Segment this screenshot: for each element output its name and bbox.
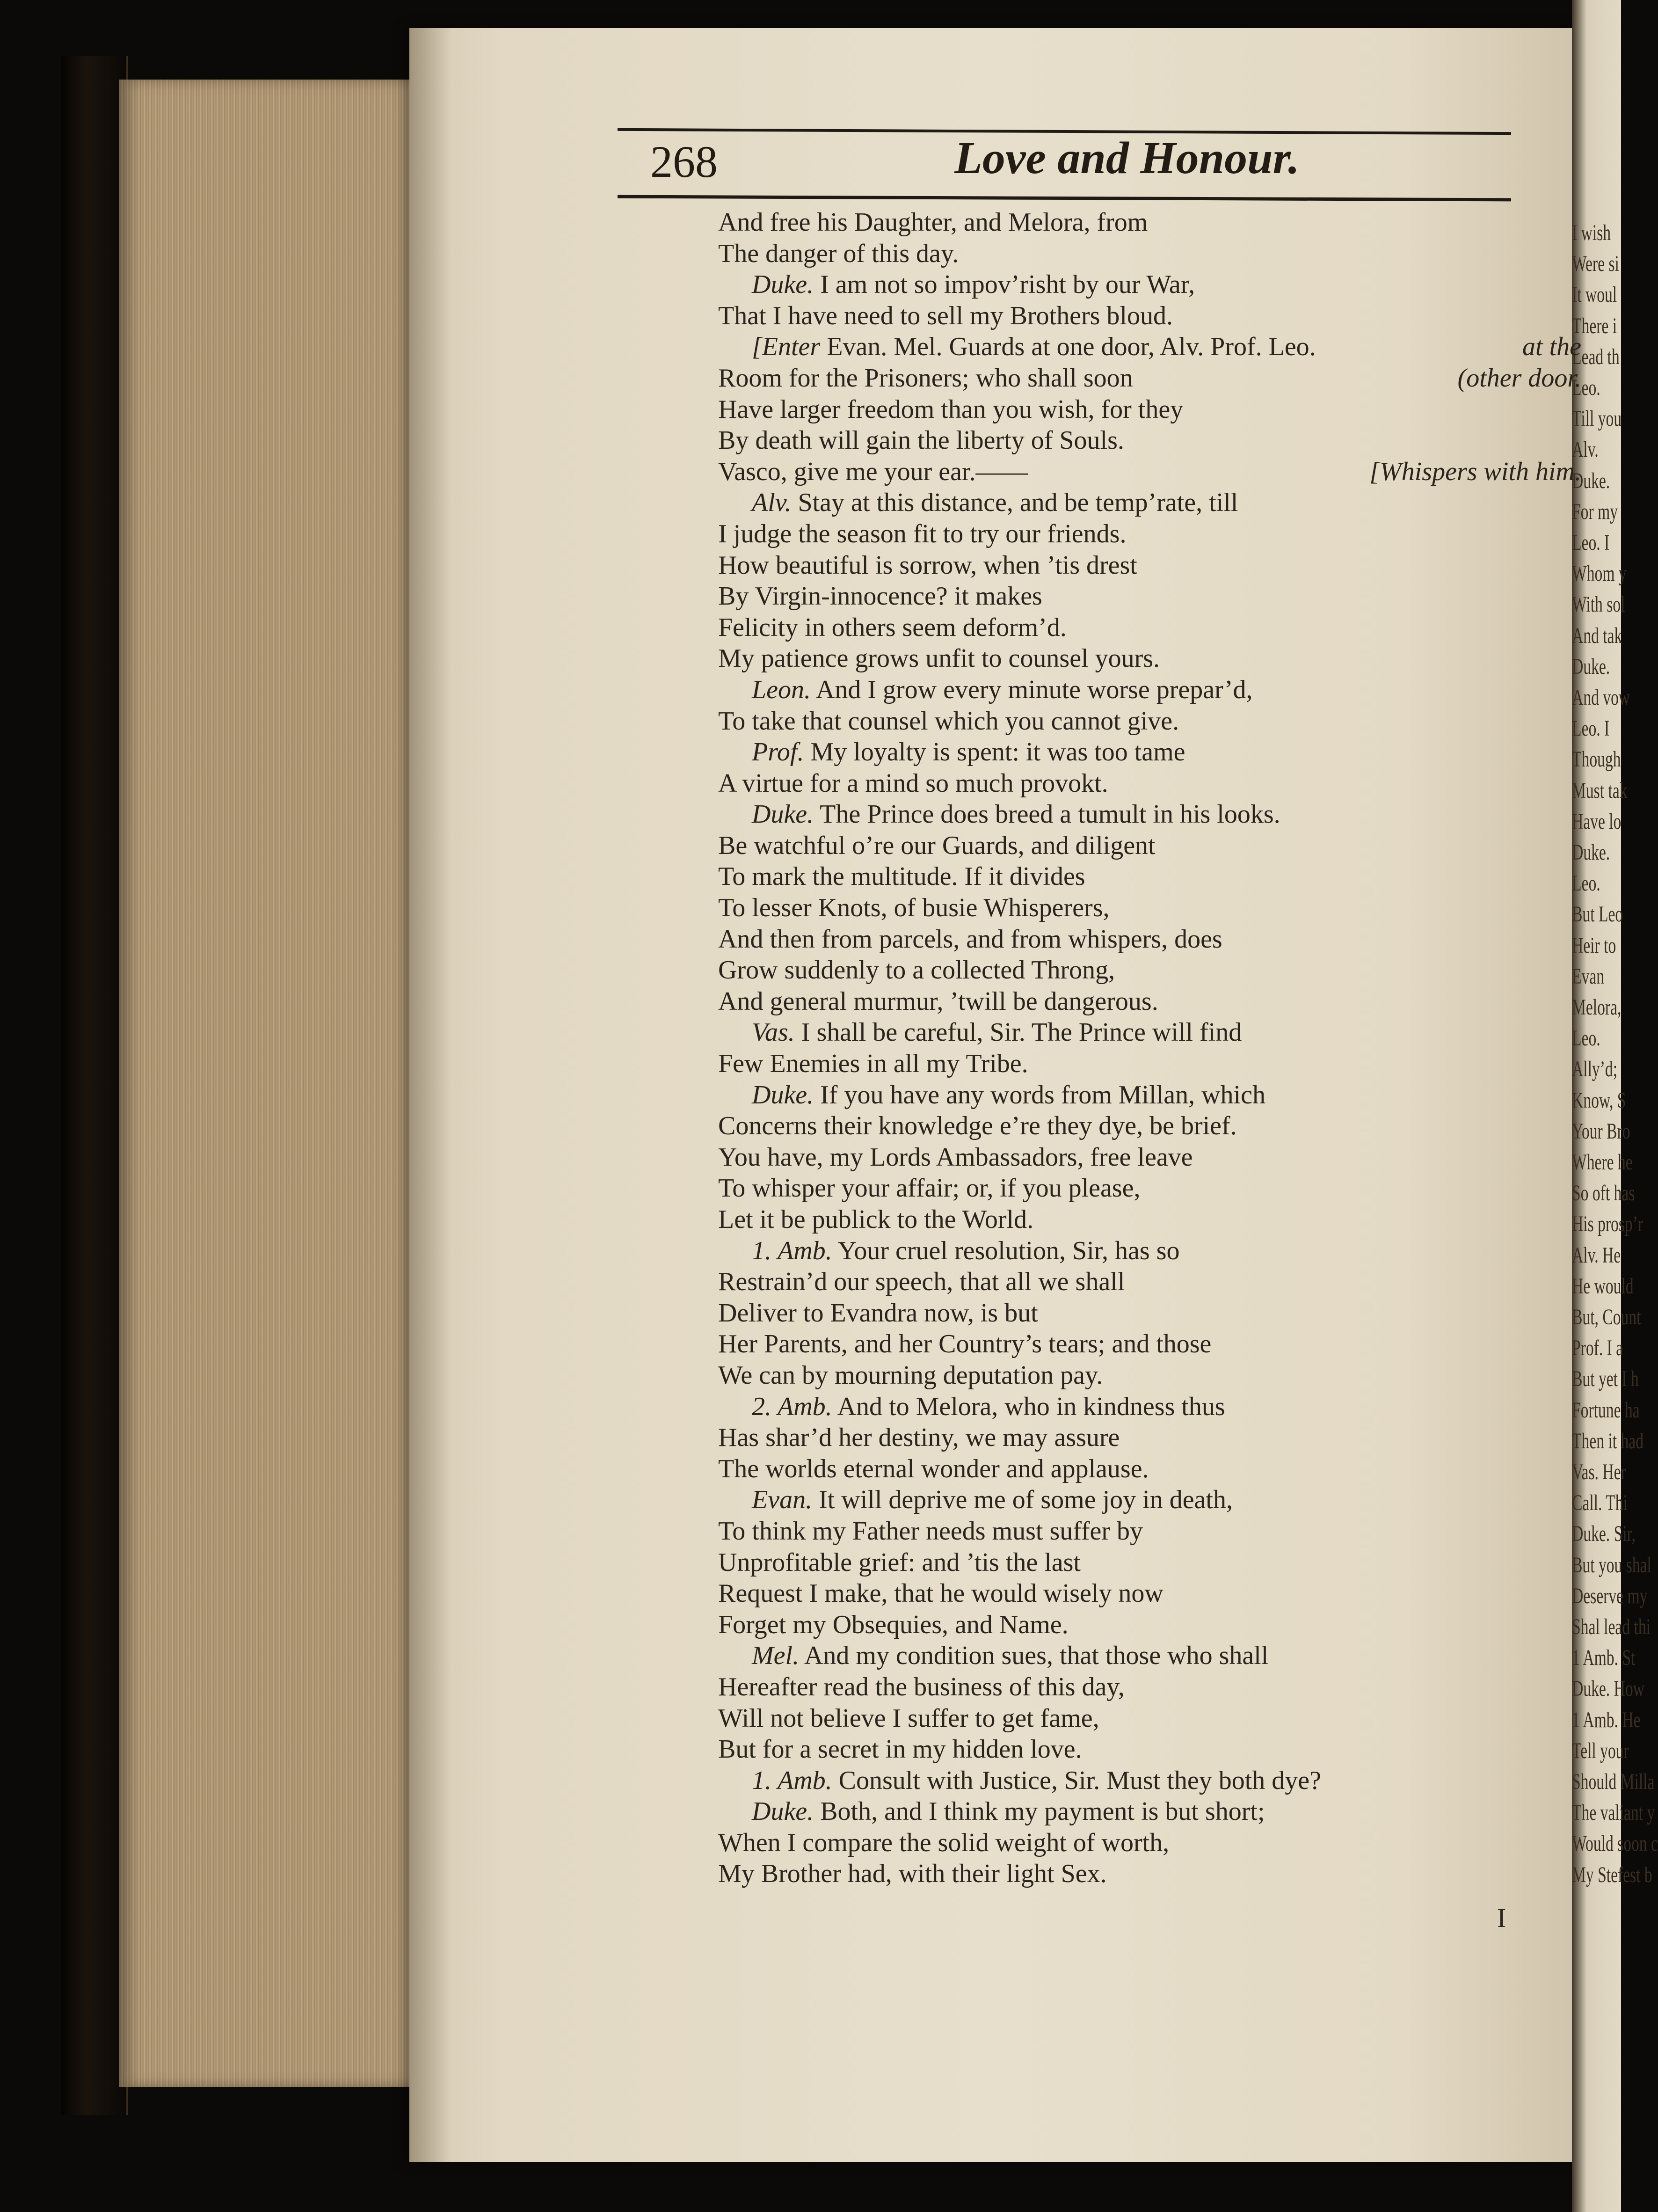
facing-page-line: But Leo: [1572, 902, 1623, 927]
facing-page-line: Duke.: [1572, 654, 1610, 679]
text-line: [718, 1204, 1560, 1235]
line-text: Forget my Obsequies, and Name.: [718, 1610, 1069, 1639]
facing-page-line: With sol: [1572, 592, 1625, 617]
facing-page-line: It woul: [1572, 282, 1617, 307]
line-text: Few Enemies in all my Tribe.: [718, 1049, 1028, 1079]
play-text: [718, 207, 1581, 1890]
line-text: We can by mourning deputation pay.: [718, 1360, 1103, 1390]
facing-page-line: Duke. How: [1572, 1676, 1644, 1701]
stage-direction-fragment: (other door.: [1457, 363, 1581, 393]
facing-page-line: Leo.: [1572, 871, 1600, 896]
text-line: [718, 1734, 1560, 1765]
running-title: Love and Honour.: [954, 133, 1300, 183]
facing-page-line: His prosp’r: [1572, 1212, 1643, 1237]
facing-page-line: So oft has: [1572, 1181, 1635, 1206]
line-text: It will deprive me of some joy in death,: [819, 1485, 1233, 1515]
text-line: [718, 1391, 1560, 1423]
line-text: Let it be publick to the World.: [718, 1205, 1034, 1234]
facing-page-line: Alv.: [1572, 437, 1599, 462]
text-line: [718, 1858, 1560, 1890]
text-line: [718, 955, 1560, 986]
line-text: Be watchful o’re our Guards, and diligent: [718, 831, 1156, 860]
line-text: Your cruel resolution, Sir, has so: [837, 1236, 1180, 1265]
speaker-label: Mel.: [752, 1641, 800, 1671]
facing-page-line: Leo. I: [1572, 716, 1610, 741]
facing-page-line: Prof. I a: [1572, 1336, 1623, 1361]
facing-page-line: Were si: [1572, 251, 1619, 277]
line-text: My loyalty is spent: it was too tame: [810, 737, 1185, 767]
text-line: [718, 1173, 1560, 1204]
line-text: Both, and I think my payment is but short;: [820, 1797, 1265, 1826]
facing-page-line: But yet I h: [1572, 1366, 1639, 1392]
line-text: Restrain’d our speech, that all we shall: [718, 1267, 1125, 1297]
line-text: Felicity in others seem deform’d.: [718, 613, 1067, 642]
text-line: [718, 1609, 1560, 1641]
text-line: [718, 1017, 1560, 1048]
facing-page-line: Ally’d;: [1572, 1057, 1618, 1082]
text-line: [718, 706, 1560, 737]
line-text: The worlds eternal wonder and applause.: [718, 1454, 1149, 1483]
facing-page-line: My Stefest b: [1572, 1862, 1652, 1887]
line-text: A virtue for a mind so much provokt.: [718, 768, 1108, 798]
text-line: [718, 1672, 1560, 1703]
speaker-label: 2. Amb.: [752, 1392, 832, 1421]
line-text: And I grow every minute worse prepar’d,: [815, 675, 1253, 704]
facing-page-line: Have lo: [1572, 809, 1622, 834]
facing-page-line: Duke.: [1572, 840, 1610, 865]
speaker-label: Evan.: [752, 1485, 813, 1515]
line-text: When I compare the solid weight of worth,: [718, 1828, 1170, 1857]
text-line: [718, 1360, 1560, 1391]
line-text: Has shar’d her destiny, we may assure: [718, 1423, 1120, 1453]
text-line: [718, 1298, 1560, 1329]
text-line: [718, 1796, 1560, 1827]
line-text: And general murmur, ’twill be dangerous.: [718, 986, 1158, 1016]
text-line: [718, 238, 1560, 270]
speaker-label: Alv.: [752, 488, 792, 518]
line-text: Deliver to Evandra now, is but: [718, 1298, 1038, 1328]
text-line: [718, 1547, 1560, 1578]
line-text: And free his Daughter, and Melora, from: [718, 208, 1148, 237]
line-text: To lesser Knots, of busie Whisperers,: [718, 893, 1110, 923]
line-text: To whisper your affair; or, if you please,: [718, 1174, 1141, 1203]
facing-page-line: Your Bro: [1572, 1118, 1630, 1144]
text-line: [718, 1516, 1560, 1547]
text-line: [718, 768, 1560, 799]
text-line: [718, 986, 1560, 1017]
text-line: [718, 394, 1560, 425]
line-text: Unprofitable grief: and ’tis the last: [718, 1548, 1081, 1577]
text-line: [718, 1827, 1560, 1859]
line-text: Will not believe I suffer to get fame,: [718, 1703, 1099, 1733]
speaker-label: 1. Amb.: [752, 1236, 832, 1265]
speaker-label: Duke.: [752, 270, 814, 299]
page-number: 268: [650, 137, 718, 187]
line-text: Room for the Prisoners; who shall soon: [718, 363, 1133, 393]
facing-page-line: He would: [1572, 1273, 1634, 1299]
catchword: I: [1497, 1903, 1506, 1933]
line-text: I judge the season fit to try our friends.: [718, 519, 1127, 548]
facing-page-line: Heir to: [1572, 933, 1616, 958]
line-text: And to Melora, who in kindness thus: [837, 1392, 1225, 1421]
facing-page-line: But you shal: [1572, 1552, 1651, 1577]
speaker-label: [Enter: [752, 332, 821, 362]
line-text: How beautiful is sorrow, when ’tis drest: [718, 550, 1137, 580]
facing-page-line: Vas. Her: [1572, 1460, 1626, 1484]
text-line: [718, 1110, 1560, 1142]
line-text: I am not so impov’risht by our War,: [820, 270, 1195, 299]
facing-page-line: Shal lead thi: [1572, 1614, 1651, 1639]
line-text: My Brother had, with their light Sex.: [718, 1859, 1107, 1889]
facing-page-line: Duke. Sir,: [1572, 1521, 1636, 1547]
line-text: I shall be careful, Sir. The Prince will find: [801, 1018, 1242, 1047]
line-text: Request I make, that he would wisely now: [718, 1579, 1164, 1608]
facing-page-line: Leo.: [1572, 375, 1600, 400]
text-line: [718, 1235, 1560, 1267]
text-line: [718, 674, 1560, 706]
facing-page-line: Must tak: [1572, 778, 1628, 803]
stage-direction-fragment: [Whispers with him.: [1369, 457, 1581, 486]
text-line: [718, 487, 1560, 518]
speaker-label: Prof.: [752, 737, 804, 767]
text-line: [718, 924, 1560, 955]
line-text: Stay at this distance, and be temp’rate, till: [798, 488, 1238, 518]
page-block-edges: [119, 80, 409, 2087]
line-text: Vasco, give me your ear.——: [718, 457, 1028, 486]
text-line: [718, 892, 1560, 924]
facing-page-line: Should Milla: [1572, 1769, 1655, 1794]
text-line: [718, 643, 1560, 674]
facing-page-line: Lead th: [1572, 344, 1620, 369]
text-line: [718, 331, 1581, 363]
text-line: [718, 425, 1560, 456]
facing-page-line: Melora,: [1572, 995, 1622, 1020]
facing-page-line: Know, S: [1572, 1088, 1626, 1113]
speaker-label: 1. Amb.: [752, 1766, 832, 1795]
text-line: [718, 1484, 1560, 1516]
text-line: [718, 1640, 1560, 1672]
text-line: [718, 1453, 1560, 1485]
text-line: [718, 861, 1560, 892]
facing-page-line: The valiant y: [1572, 1800, 1655, 1825]
line-text: But for a secret in my hidden love.: [718, 1735, 1082, 1764]
text-line: [718, 1266, 1560, 1298]
facing-page-line: Evan: [1572, 964, 1605, 989]
speaker-label: Duke.: [752, 800, 814, 829]
text-line: [718, 1703, 1560, 1734]
facing-page-line: And vow: [1572, 685, 1630, 710]
facing-page-line: Duke.: [1572, 468, 1610, 493]
line-text: Hereafter read the business of this day,: [718, 1672, 1125, 1701]
line-text: You have, my Lords Ambassadors, free leave: [718, 1142, 1193, 1172]
facing-page-line: And tak: [1572, 623, 1622, 648]
line-text: By death will gain the liberty of Souls.: [718, 426, 1124, 455]
facing-page-line: 1 Amb. St: [1572, 1645, 1636, 1671]
facing-page-line: Call. Thi: [1572, 1490, 1628, 1516]
facing-page-line: Fortune ha: [1572, 1397, 1640, 1423]
text-line: [718, 799, 1560, 830]
text-line: [718, 1048, 1560, 1080]
facing-page-line: Would soon c: [1572, 1831, 1658, 1856]
line-text: Evan. Mel. Guards at one door, Alv. Prof. Leo.: [827, 332, 1316, 362]
line-text: By Virgin-innocence? it makes: [718, 582, 1042, 611]
text-line: [718, 550, 1560, 581]
stage-direction-fragment: at the: [1522, 332, 1581, 362]
text-line: [718, 1422, 1560, 1453]
text-line: [718, 363, 1581, 394]
text-line: [718, 300, 1560, 332]
facing-page-line: Leo.: [1572, 1026, 1600, 1051]
gutter-shadow: [409, 28, 451, 2162]
speaker-label: Duke.: [752, 1797, 814, 1826]
line-text: The Prince does breed a tumult in his looks.: [820, 800, 1280, 829]
text-line: [718, 737, 1560, 768]
line-text: And then from parcels, and from whispers, does: [718, 924, 1222, 954]
text-line: [718, 830, 1560, 861]
facing-page-line: Deserve my: [1572, 1583, 1648, 1608]
facing-page-line: Alv. He: [1572, 1242, 1621, 1268]
facing-page-line: Though: [1572, 747, 1621, 772]
line-text: Grow suddenly to a collected Throng,: [718, 956, 1115, 985]
line-text: To take that counsel which you cannot give.: [718, 706, 1179, 736]
facing-page-line: There i: [1572, 313, 1617, 338]
text-line: [718, 518, 1560, 550]
line-text: To mark the multitude. If it divides: [718, 862, 1085, 891]
line-text: Concerns their knowledge e’re they dye, be brief.: [718, 1111, 1237, 1141]
line-text: That I have need to sell my Brothers bloud.: [718, 301, 1173, 330]
facing-page-line: Leo. I: [1572, 530, 1610, 555]
facing-page-line: But, Count: [1572, 1305, 1641, 1329]
text-line: [718, 207, 1560, 238]
line-text: And my condition sues, that those who shall: [804, 1641, 1269, 1671]
text-line: [718, 1578, 1560, 1609]
line-text: Consult with Justice, Sir. Must they both dye?: [838, 1766, 1321, 1795]
text-line: [718, 581, 1560, 612]
line-text: To think my Father needs must suffer by: [718, 1516, 1143, 1546]
line-text: The danger of this day.: [718, 239, 959, 268]
line-text: My patience grows unfit to counsel yours.: [718, 644, 1160, 673]
speaker-label: Vas.: [752, 1018, 795, 1047]
text-line: [718, 612, 1560, 643]
facing-page-line: Whom y: [1572, 561, 1627, 586]
text-line: [718, 1329, 1560, 1360]
book-cover-edge: [61, 56, 128, 2115]
text-line: [718, 269, 1560, 300]
facing-page-line: For my: [1572, 499, 1618, 524]
text-line: [718, 1080, 1560, 1111]
facing-page-line: Then it had: [1572, 1428, 1644, 1453]
speaker-label: Duke.: [752, 1080, 814, 1110]
speaker-label: Leon.: [752, 675, 811, 704]
text-line: [718, 456, 1581, 488]
facing-page-line: I wish: [1572, 220, 1611, 245]
facing-page-line: 1 Amb. He: [1572, 1707, 1641, 1732]
line-text: If you have any words from Millan, which: [820, 1080, 1265, 1110]
line-text: Her Parents, and her Country’s tears; and those: [718, 1329, 1212, 1359]
facing-page-line: Tell your: [1572, 1738, 1629, 1763]
text-line: [718, 1142, 1560, 1173]
text-line: [718, 1765, 1560, 1796]
facing-page-line: Till you: [1572, 406, 1622, 431]
facing-page-line: Where he: [1572, 1150, 1633, 1175]
line-text: Have larger freedom than you wish, for they: [718, 394, 1184, 424]
